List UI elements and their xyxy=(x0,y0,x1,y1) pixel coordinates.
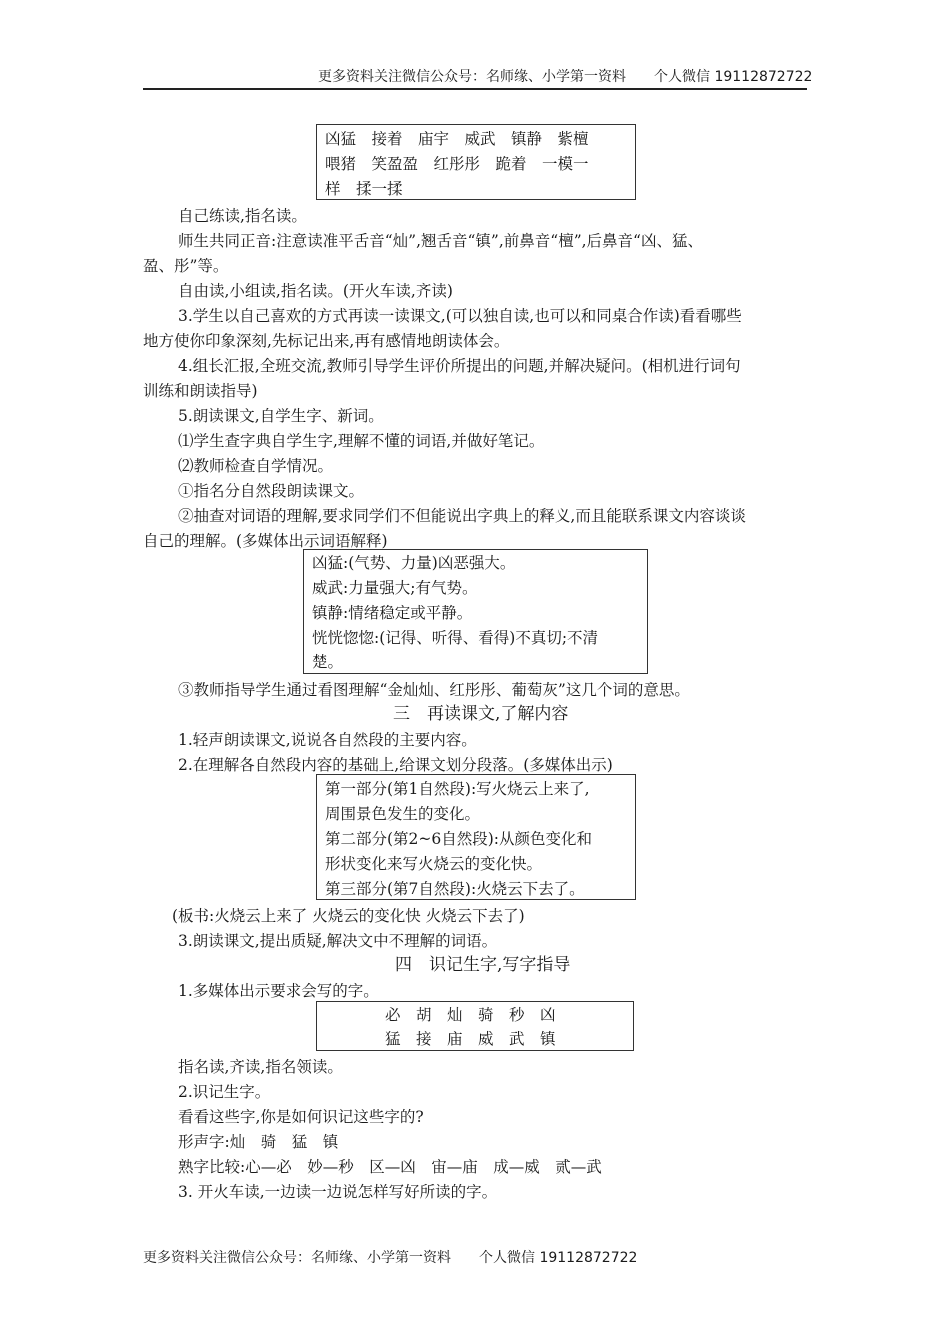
page-header: 更多资料关注微信公众号：名师缘、小学第一资料 个人微信 19112872722 xyxy=(318,69,813,85)
vocab-line: 喂猪 笑盈盈 红彤彤 跪着 一模一 xyxy=(325,155,589,173)
paragraph-line: 看看这些字,你是如何识记这些字的? xyxy=(178,1108,424,1126)
paragraph-line: 熟字比较:心—必 妙—秒 区—凶 宙—庙 成—威 贰—武 xyxy=(178,1158,602,1176)
vocab-box xyxy=(316,124,636,200)
paragraph-line: ⑴学生查字典自学生字,理解不懂的词语,并做好笔记。 xyxy=(178,432,545,450)
section-heading: 四 识记生字,写字指导 xyxy=(395,955,571,975)
paragraph-line: 自由读,小组读,指名读。(开火车读,齐读) xyxy=(178,282,453,300)
paragraph-line: ①指名分自然段朗读课文。 xyxy=(178,482,365,500)
board-note: (板书:火烧云上来了 火烧云的变化快 火烧云下去了) xyxy=(172,907,525,925)
paragraph-line: 训练和朗读指导) xyxy=(143,382,258,400)
characters-row: 猛 接 庙 威 武 镇 xyxy=(385,1030,556,1048)
paragraph-line: 指名读,齐读,指名领读。 xyxy=(178,1058,343,1076)
parts-line: 形状变化来写火烧云的变化快。 xyxy=(325,855,543,873)
paragraph-line: 形声字:灿 骑 猛 镇 xyxy=(178,1133,339,1151)
definition-line: 楚。 xyxy=(312,653,344,671)
definition-line: 凶猛:(气势、力量)凶恶强大。 xyxy=(312,554,516,572)
parts-line: 第三部分(第7自然段):火烧云下去了。 xyxy=(325,880,585,898)
characters-box xyxy=(316,1001,634,1051)
definition-line: 威武:力量强大;有气势。 xyxy=(312,579,478,597)
parts-box xyxy=(316,774,636,900)
definition-line: 恍恍惚惚:(记得、听得、看得)不真切;不清 xyxy=(312,629,599,647)
paragraph-line: ⑵教师检查自学情况。 xyxy=(178,457,334,475)
paragraph-line: 师生共同正音:注意读准平舌音“灿”,翘舌音“镇”,前鼻音“檀”,后鼻音“凶、猛、 xyxy=(178,232,703,250)
header-rule xyxy=(143,88,807,90)
paragraph-line: 4.组长汇报,全班交流,教师引导学生评价所提出的问题,并解决疑问。(相机进行词句 xyxy=(178,357,741,375)
parts-line: 第二部分(第2~6自然段):从颜色变化和 xyxy=(325,830,593,848)
definition-line: 镇静:情绪稳定或平静。 xyxy=(312,604,473,622)
paragraph-line: 自己的理解。(多媒体出示词语解释) xyxy=(143,532,388,550)
paragraph-line: 盈、彤”等。 xyxy=(143,257,229,275)
paragraph-line: ③教师指导学生通过看图理解“金灿灿、红彤彤、葡萄灰”这几个词的意思。 xyxy=(178,681,690,699)
parts-line: 周围景色发生的变化。 xyxy=(325,805,481,823)
paragraph-line: 2.识记生字。 xyxy=(178,1083,271,1101)
parts-line: 第一部分(第1自然段):写火烧云上来了, xyxy=(325,780,590,798)
page-footer: 更多资料关注微信公众号：名师缘、小学第一资料 个人微信 19112872722 xyxy=(143,1250,638,1266)
characters-row: 必 胡 灿 骑 秒 凶 xyxy=(385,1006,556,1024)
paragraph-line: 1.轻声朗读课文,说说各自然段的主要内容。 xyxy=(178,731,477,749)
paragraph-line: 3.朗读课文,提出质疑,解决文中不理解的词语。 xyxy=(178,932,498,950)
paragraph-line: 1.多媒体出示要求会写的字。 xyxy=(178,982,379,1000)
paragraph-line: 3. 开火车读,一边读一边说怎样写好所读的字。 xyxy=(178,1183,498,1201)
section-heading: 三 再读课文,了解内容 xyxy=(393,704,569,724)
paragraph-line: 自己练读,指名读。 xyxy=(178,207,307,225)
vocab-line: 样 揉一揉 xyxy=(325,180,403,198)
paragraph-line: ②抽查对词语的理解,要求同学们不但能说出字典上的释义,而且能联系课文内容谈谈 xyxy=(178,507,746,525)
paragraph-line: 5.朗读课文,自学生字、新词。 xyxy=(178,407,384,425)
vocab-line: 凶猛 接着 庙宇 威武 镇静 紫檀 xyxy=(325,130,589,148)
paragraph-line: 地方使你印象深刻,先标记出来,再有感情地朗读体会。 xyxy=(143,332,510,350)
paragraph-line: 2.在理解各自然段内容的基础上,给课文划分段落。(多媒体出示) xyxy=(178,756,613,774)
definition-box xyxy=(303,549,648,674)
paragraph-line: 3.学生以自己喜欢的方式再读一读课文,(可以独自读,也可以和同桌合作读)看看哪些 xyxy=(178,307,742,325)
